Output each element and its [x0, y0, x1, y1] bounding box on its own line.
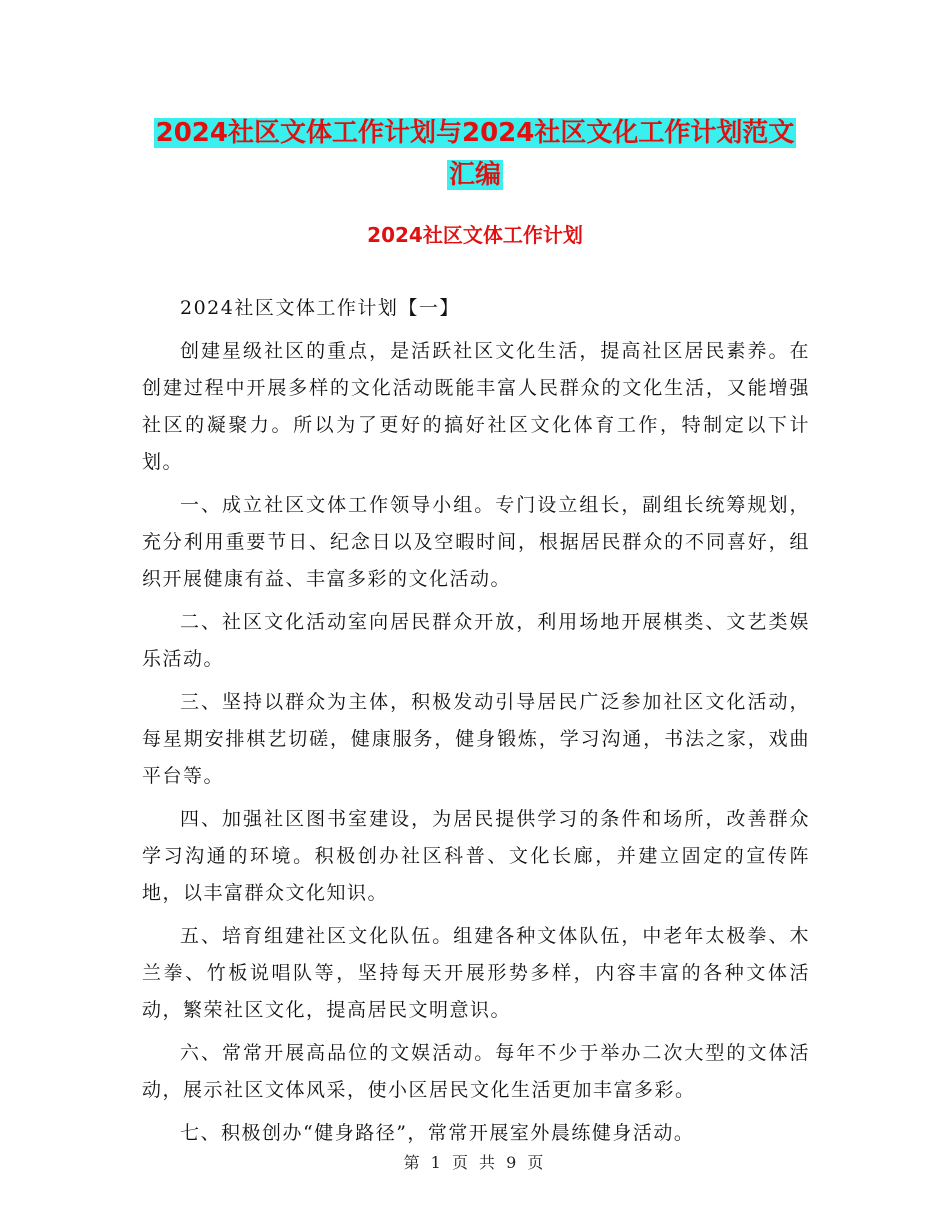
document-title [0, 112, 950, 196]
section-title: 2024社区文体工作计划 [367, 223, 583, 247]
paragraph-item-4: 四、加强社区图书室建设，为居民提供学习的条件和场所，改善群众学习沟通的环境。积极创办社区科普、文化长廊，并建立固定的宣传阵地，以丰富群众文化知识。 [142, 808, 810, 904]
document-title-line1: 2024社区文体工作计划与2024社区文化工作计划范文 [155, 118, 795, 148]
document-body [142, 290, 810, 1158]
paragraph-item-3: 三、坚持以群众为主体，积极发动引导居民广泛参加社区文化活动，每星期安排棋艺切磋，健康服务，健身锻炼，学习沟通，书法之家，戏曲平台等。 [142, 691, 810, 787]
paragraph-subtitle: 2024社区文体工作计划【一】 [180, 297, 460, 319]
document-title-line2: 汇编 [448, 160, 501, 190]
paragraph-item-1: 一、成立社区文体工作领导小组。专门设立组长，副组长统筹规划，充分利用重要节日、纪念日以及空暇时间，根据居民群众的不同喜好，组织开展健康有益、丰富多彩的文化活动。 [142, 494, 810, 590]
paragraph-item-7: 七、积极创办“健身路径”，常常开展室外晨练健身活动。 [180, 1122, 695, 1144]
paragraph-item-2: 二、社区文化活动室向居民群众开放，利用场地开展棋类、文艺类娱乐活动。 [142, 611, 810, 670]
paragraph-item-5: 五、培育组建社区文化队伍。组建各种文体队伍，中老年太极拳、木兰拳、竹板说唱队等，坚持每天开展形势多样，内容丰富的各种文体活动，繁荣社区文化，提高居民文明意识。 [142, 925, 810, 1021]
paragraph-intro: 创建星级社区的重点，是活跃社区文化生活，提高社区居民素养。在创建过程中开展多样的文化活动既能丰富人民群众的文化生活，又能增强社区的凝聚力。所以为了更好的搞好社区文化体育工作，特制定以下计划。 [142, 340, 810, 473]
page-number-footer: 第 1 页 共 9 页 [403, 1153, 547, 1172]
paragraph-item-6: 六、常常开展高品位的文娱活动。每年不少于举办二次大型的文体活动，展示社区文体风采，使小区居民文化生活更加丰富多彩。 [142, 1042, 810, 1101]
